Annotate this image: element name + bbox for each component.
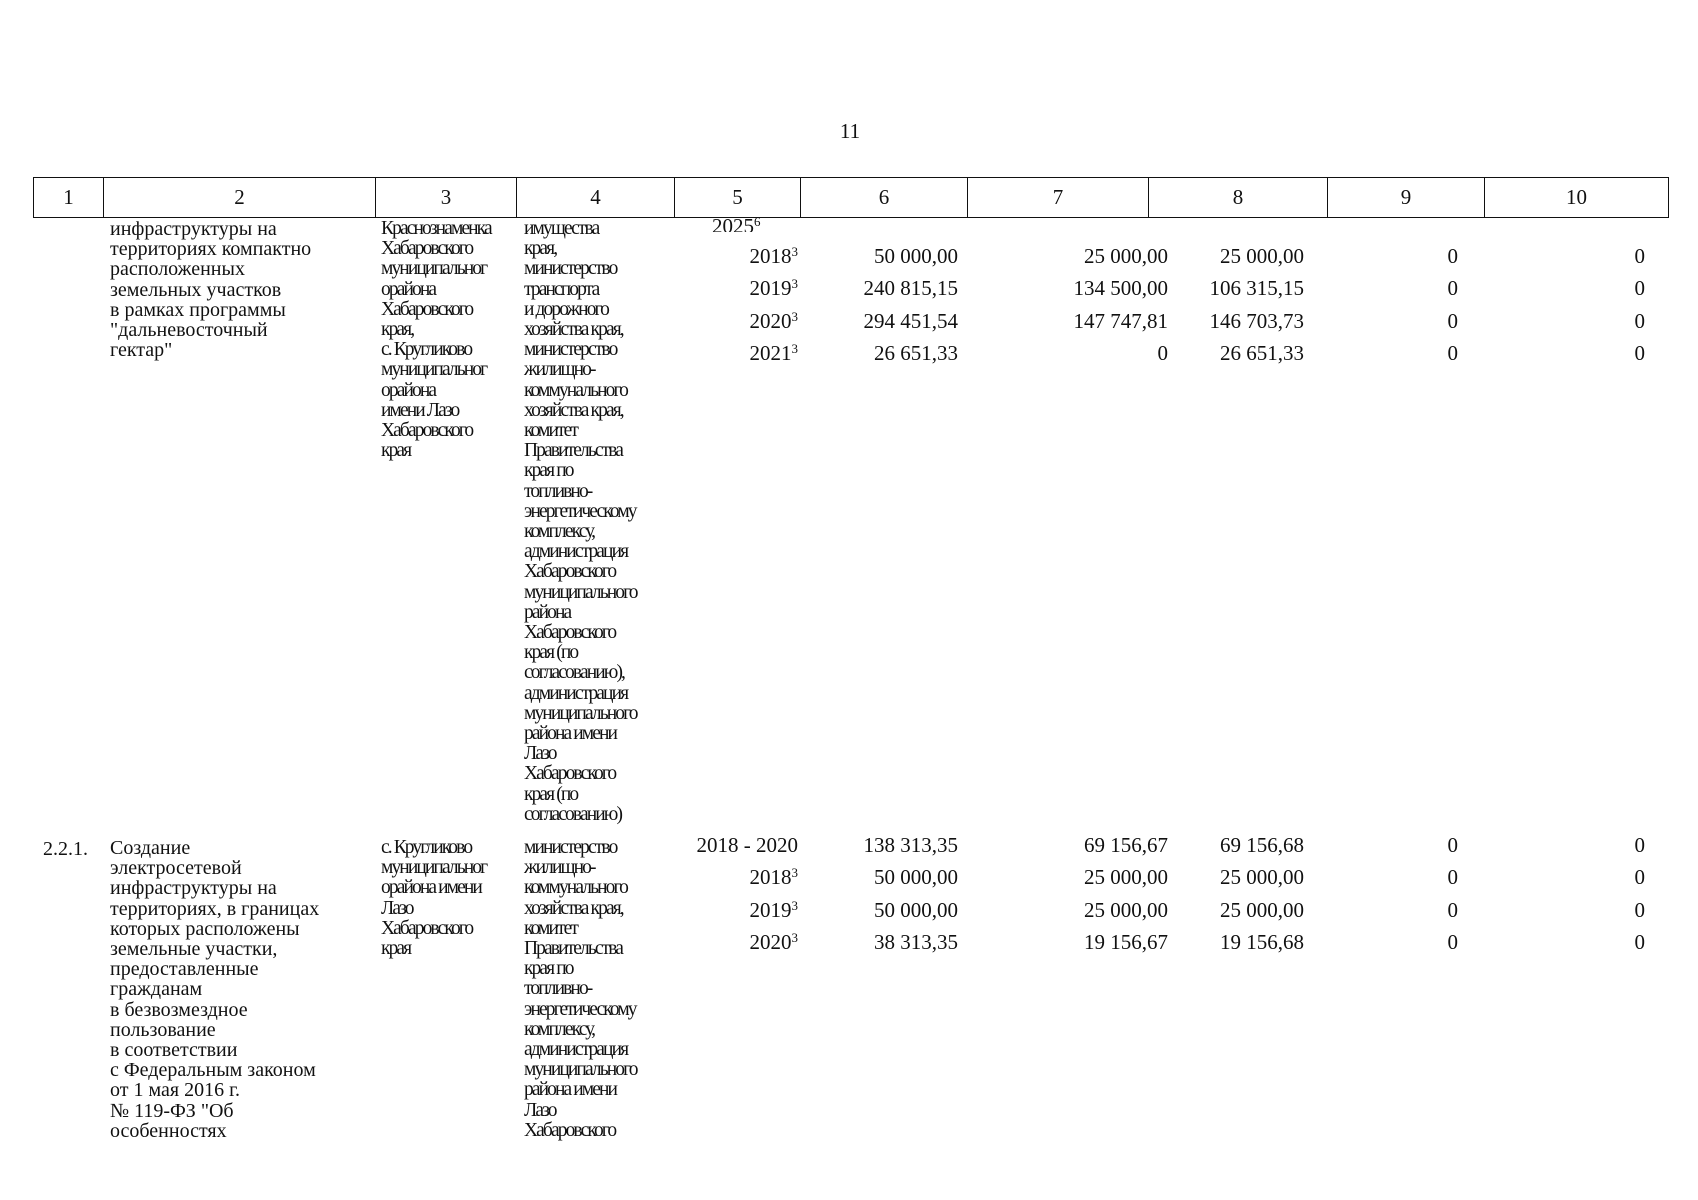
amount-col-9: 0 bbox=[1447, 897, 1458, 922]
amount-total: 138 313,35 bbox=[863, 833, 958, 857]
measure-executors: министерство жилищно- коммунального хозяйства края, комитет Правительства края по топливно- энергетическому комплексу, администрация муниципального района имени Лазо Хабаровского bbox=[524, 837, 637, 1141]
column-header-9: 9 bbox=[1328, 178, 1485, 217]
measure-name: Создание электросетевой инфраструктуры на территориях, в границах которых расположены земельные участки, предоставленные гражданам в безвозмездное пользование в соответствии с Федеральным законом от 1 мая 2016 г. № 119-ФЗ "Об особенностях bbox=[110, 837, 320, 1142]
column-header-2: 2 bbox=[104, 178, 376, 217]
amount-col-10: 0 bbox=[1634, 865, 1645, 890]
amount-col-10: 0 bbox=[1634, 833, 1645, 857]
amount-col-7: 134 500,00 bbox=[1073, 276, 1168, 301]
amount-col-8: 106 315,15 bbox=[1209, 276, 1304, 301]
measure-name: инфраструктуры на территориях компактно расположенных земельных участков в рамках программы "дальневосточный гектар" bbox=[110, 218, 312, 362]
measure-location: Краснознаменка Хабаровского муниципальног орайона Хабаровского края, с. Кругликово муниципальног орайона имени Лазо Хабаровского края bbox=[381, 218, 491, 462]
column-header-8: 8 bbox=[1149, 178, 1328, 217]
column-header-4: 4 bbox=[517, 178, 675, 217]
page-number: 11 bbox=[839, 119, 861, 143]
column-header-7: 7 bbox=[968, 178, 1149, 217]
amount-total: 38 313,35 bbox=[874, 929, 958, 954]
column-header-1: 1 bbox=[34, 178, 104, 217]
year-cell: 2018$^3$ bbox=[749, 865, 798, 890]
column-header-10: 10 bbox=[1566, 185, 1587, 209]
amount-col-10: 0 bbox=[1634, 244, 1645, 268]
amount-total: 240 815,15 bbox=[863, 276, 958, 301]
table-header bbox=[33, 177, 1669, 218]
amount-col-8: 26 651,33 bbox=[1220, 340, 1304, 365]
amount-col-8: 146 703,73 bbox=[1209, 308, 1304, 333]
amount-total: 26 651,33 bbox=[874, 340, 958, 365]
amount-col-9: 0 bbox=[1447, 929, 1458, 954]
amount-col-10: 0 bbox=[1634, 340, 1645, 365]
amount-col-10: 0 bbox=[1634, 276, 1645, 301]
measure-number: 2.2.1. bbox=[43, 838, 88, 860]
amount-col-7: 19 156,67 bbox=[1084, 929, 1168, 954]
amount-col-9: 0 bbox=[1447, 340, 1458, 365]
amount-total: 50 000,00 bbox=[874, 897, 958, 922]
amount-col-9: 0 bbox=[1447, 308, 1458, 333]
column-header-3: 3 bbox=[376, 178, 517, 217]
amount-col-8: 25 000,00 bbox=[1220, 865, 1304, 890]
column-header-5: 5 bbox=[675, 178, 801, 217]
amount-col-9: 0 bbox=[1447, 833, 1458, 857]
amount-col-9: 0 bbox=[1447, 276, 1458, 301]
year-cell: 2021$^3$ bbox=[749, 340, 798, 365]
measure-location: с. Кругликово муниципальног орайона имени Лазо Хабаровского края bbox=[381, 837, 487, 960]
amount-col-7: 69 156,67 bbox=[1084, 833, 1168, 857]
year-cell: 2018 - 2020 bbox=[696, 833, 798, 857]
amount-col-8: 25 000,00 bbox=[1220, 897, 1304, 922]
measure-executors: имущества края, министерство транспорта и дорожного хозяйства края, министерство жилищно- коммунального хозяйства края, комитет Правительства края по топливно- энергетическому комплексу, администрация Хабаровского муниципального района Хабаровского края (по согласованию), администрация муниципального района имени Лазо Хабаровского края (по согласованию) bbox=[524, 218, 637, 825]
year-cell: 2019$^3$ bbox=[749, 897, 798, 922]
amount-col-9: 0 bbox=[1447, 244, 1458, 268]
amount-total: 294 451,54 bbox=[863, 308, 958, 333]
amount-col-7: 147 747,81 bbox=[1073, 308, 1168, 333]
amount-col-9: 0 bbox=[1447, 865, 1458, 890]
year-cell: 2020$^3$ bbox=[749, 929, 798, 954]
year-cell: 2018$^3$ bbox=[749, 244, 798, 268]
year-cell: 2019$^3$ bbox=[749, 276, 798, 301]
amount-col-8: 69 156,68 bbox=[1220, 833, 1304, 857]
amount-col-7: 25 000,00 bbox=[1084, 244, 1168, 268]
amount-col-10: 0 bbox=[1634, 308, 1645, 333]
amount-total: 50 000,00 bbox=[874, 244, 958, 268]
amount-col-8: 19 156,68 bbox=[1220, 929, 1304, 954]
cut-off-year: 2025$^6$ bbox=[712, 216, 761, 232]
amount-col-7: 0 bbox=[1157, 340, 1168, 365]
amount-col-8: 25 000,00 bbox=[1220, 244, 1304, 268]
amount-col-7: 25 000,00 bbox=[1084, 865, 1168, 890]
column-header-6: 6 bbox=[801, 178, 968, 217]
amount-col-7: 25 000,00 bbox=[1084, 897, 1168, 922]
amount-total: 50 000,00 bbox=[874, 865, 958, 890]
amount-col-10: 0 bbox=[1634, 897, 1645, 922]
amount-col-10: 0 bbox=[1634, 929, 1645, 954]
year-cell: 2020$^3$ bbox=[749, 308, 798, 333]
